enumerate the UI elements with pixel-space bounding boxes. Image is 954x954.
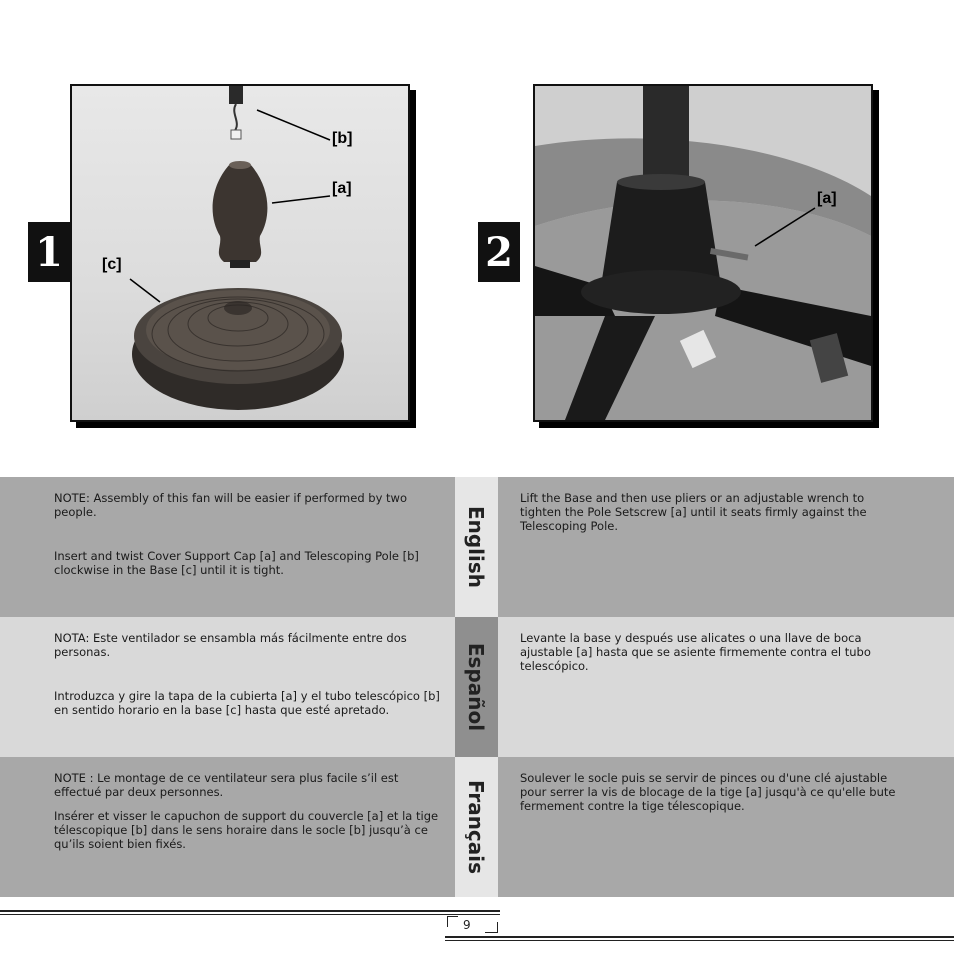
page-number-corner — [485, 922, 498, 933]
instruction-text: Levante la base y después use alicates o una llave de boca ajustable [a] hasta que se asiente firmemente contra el tubo telescópico. — [520, 631, 871, 673]
step-2-instructions — [520, 491, 900, 533]
step-1-badge: 1 — [28, 222, 70, 282]
step-2-instructions — [520, 771, 900, 813]
callout-c: [c] — [102, 256, 122, 273]
note-text: NOTA: Este ventilador se ensambla más fácilmente entre dos personas. — [54, 631, 407, 659]
instructions-row-spanish — [0, 617, 954, 757]
step-1-instructions — [54, 771, 444, 851]
callout-b: [b] — [332, 130, 353, 147]
step-2-photo — [533, 84, 873, 422]
note-text: NOTE : Le montage de ce ventilateur sera plus facile s’il est effectué par deux personnes. — [54, 771, 399, 799]
step-2-badge: 2 — [478, 222, 520, 282]
callout-a: [a] — [817, 190, 837, 207]
callout-a: [a] — [332, 180, 352, 197]
step-1-illustration — [72, 86, 408, 420]
language-tab-french — [455, 757, 498, 897]
language-label: English — [464, 505, 489, 589]
footer-rule — [445, 936, 954, 938]
instruction-text: Insérer et visser le capuchon de support du couvercle [a] et la tige télescopique [b] dans le sens horaire dans le socle [b] jusqu’à ce qu’ils soient bien fixés. — [54, 809, 439, 851]
instructions-row-english — [0, 477, 954, 617]
step-2-illustration — [535, 86, 871, 420]
step-1-photo — [70, 84, 410, 422]
language-label: Español — [464, 642, 489, 732]
instruction-text: Soulever le socle puis se servir de pinces ou d'une clé ajustable pour serrer la vis de blocage de la tige [a] jusqu'à ce qu'elle bute fermement contre la tige télescopique. — [520, 771, 896, 813]
footer-rule — [0, 914, 500, 915]
page-number: 9 — [463, 918, 471, 932]
footer-rule — [445, 940, 954, 941]
page-number-corner — [447, 916, 458, 927]
instructions-row-french — [0, 757, 954, 897]
language-tab-english — [455, 477, 498, 617]
note-text: NOTE: Assembly of this fan will be easier if performed by two people. — [54, 491, 407, 519]
step-1-instructions — [54, 631, 444, 717]
language-tab-spanish — [455, 617, 498, 757]
instruction-text: Lift the Base and then use pliers or an adjustable wrench to tighten the Pole Setscrew [a] until it seats firmly against the Telescoping Pole. — [520, 491, 867, 533]
language-label: Français — [464, 779, 489, 875]
instruction-text: Introduzca y gire la tapa de la cubierta [a] y el tubo telescópico [b] en sentido horario en la base [c] hasta que esté apretado. — [54, 689, 440, 717]
step-1-instructions — [54, 491, 444, 577]
footer-rule — [0, 910, 500, 912]
step-2-instructions — [520, 631, 900, 673]
instruction-text: Insert and twist Cover Support Cap [a] and Telescoping Pole [b] clockwise in the Base [c] until it is tight. — [54, 549, 419, 577]
